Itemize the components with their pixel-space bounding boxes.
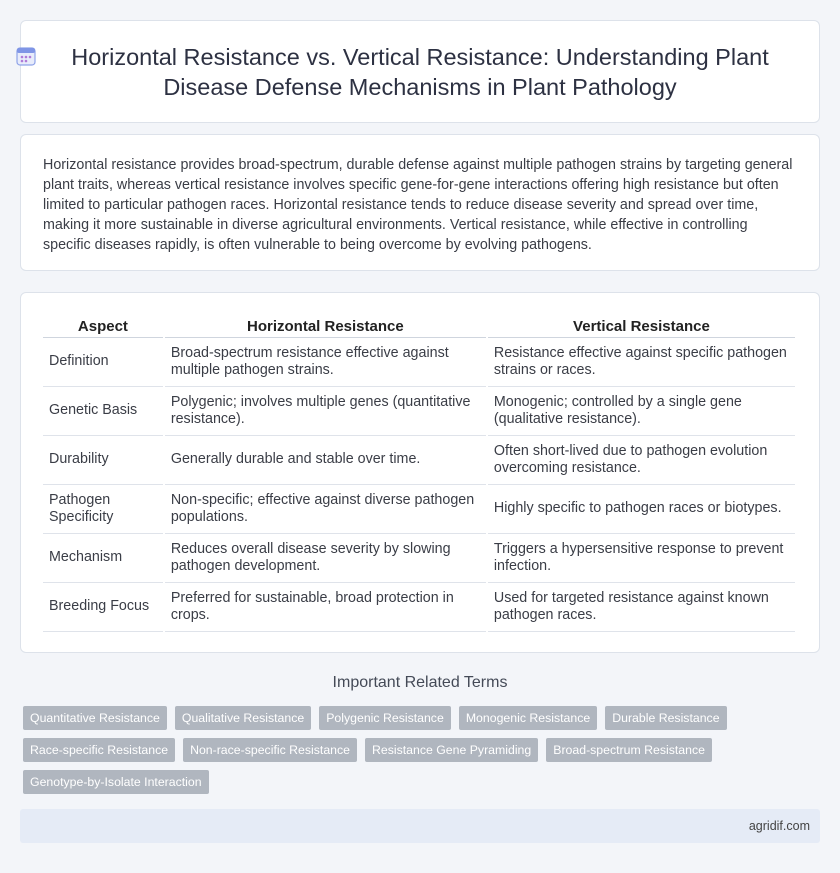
horizontal-cell: Preferred for sustainable, broad protection in crops. — [165, 583, 486, 632]
summary-text: Horizontal resistance provides broad-spectrum, durable defense against multiple pathogen strains by targeting general plant traits, whereas vertical resistance involves specific gene-for-gene interactions offering high resistance but often limited to particular pathogen races. Horizontal resistance tends to reduce disease severity and spread over time, making it more sustainable in diverse agricultural environments. Vertical resistance, while effective in controlling specific diseases rapidly, is often vulnerable to being overcome by evolving pathogens. — [43, 157, 793, 253]
header-vertical: Vertical Resistance — [488, 313, 795, 338]
horizontal-cell: Generally durable and stable over time. — [165, 436, 486, 485]
related-term-tag[interactable]: Genotype-by-Isolate Interaction — [23, 770, 209, 794]
calendar-icon — [15, 45, 37, 67]
table-row — [43, 485, 795, 534]
table-row — [43, 583, 795, 632]
summary-card — [20, 134, 820, 271]
aspect-cell: Pathogen Specificity — [43, 485, 163, 534]
table-row — [43, 436, 795, 485]
vertical-cell: Used for targeted resistance against known pathogen races. — [488, 583, 795, 632]
horizontal-cell: Reduces overall disease severity by slowing pathogen development. — [165, 534, 486, 583]
related-term-tag[interactable]: Monogenic Resistance — [459, 706, 597, 730]
page-title-wrap — [61, 42, 779, 102]
aspect-cell: Genetic Basis — [43, 387, 163, 436]
related-term-tag[interactable]: Resistance Gene Pyramiding — [365, 738, 538, 762]
horizontal-cell: Polygenic; involves multiple genes (quantitative resistance). — [165, 387, 486, 436]
related-term-tag[interactable]: Qualitative Resistance — [175, 706, 311, 730]
horizontal-cell: Non-specific; effective against diverse pathogen populations. — [165, 485, 486, 534]
aspect-cell: Mechanism — [43, 534, 163, 583]
vertical-cell: Triggers a hypersensitive response to prevent infection. — [488, 534, 795, 583]
comparison-table — [41, 313, 797, 632]
header-aspect: Aspect — [43, 313, 163, 338]
related-term-tag[interactable]: Non-race-specific Resistance — [183, 738, 357, 762]
title-card — [20, 20, 820, 123]
vertical-cell: Often short-lived due to pathogen evolution overcoming resistance. — [488, 436, 795, 485]
related-term-tag[interactable]: Quantitative Resistance — [23, 706, 167, 730]
table-row — [43, 387, 795, 436]
table-header-row — [43, 313, 795, 338]
horizontal-cell: Broad-spectrum resistance effective against multiple pathogen strains. — [165, 338, 486, 387]
header-horizontal: Horizontal Resistance — [165, 313, 486, 338]
footer — [20, 809, 820, 843]
related-term-tag[interactable]: Broad-spectrum Resistance — [546, 738, 712, 762]
page-title: Horizontal Resistance vs. Vertical Resistance: Understanding Plant Disease Defense Mechanisms in Plant Pathology — [71, 43, 769, 100]
related-term-tag[interactable]: Polygenic Resistance — [319, 706, 451, 730]
aspect-cell: Durability — [43, 436, 163, 485]
related-terms-title: Important Related Terms — [332, 674, 508, 691]
table-row — [43, 338, 795, 387]
comparison-card — [20, 292, 820, 653]
related-terms-list — [23, 706, 823, 802]
related-term-tag[interactable]: Race-specific Resistance — [23, 738, 175, 762]
vertical-cell: Resistance effective against specific pathogen strains or races. — [488, 338, 795, 387]
vertical-cell: Monogenic; controlled by a single gene (qualitative resistance). — [488, 387, 795, 436]
vertical-cell: Highly specific to pathogen races or biotypes. — [488, 485, 795, 534]
footer-site-link[interactable]: agridif.com — [748, 819, 810, 833]
aspect-cell: Breeding Focus — [43, 583, 163, 632]
related-term-tag[interactable]: Durable Resistance — [605, 706, 726, 730]
table-row — [43, 534, 795, 583]
aspect-cell: Definition — [43, 338, 163, 387]
